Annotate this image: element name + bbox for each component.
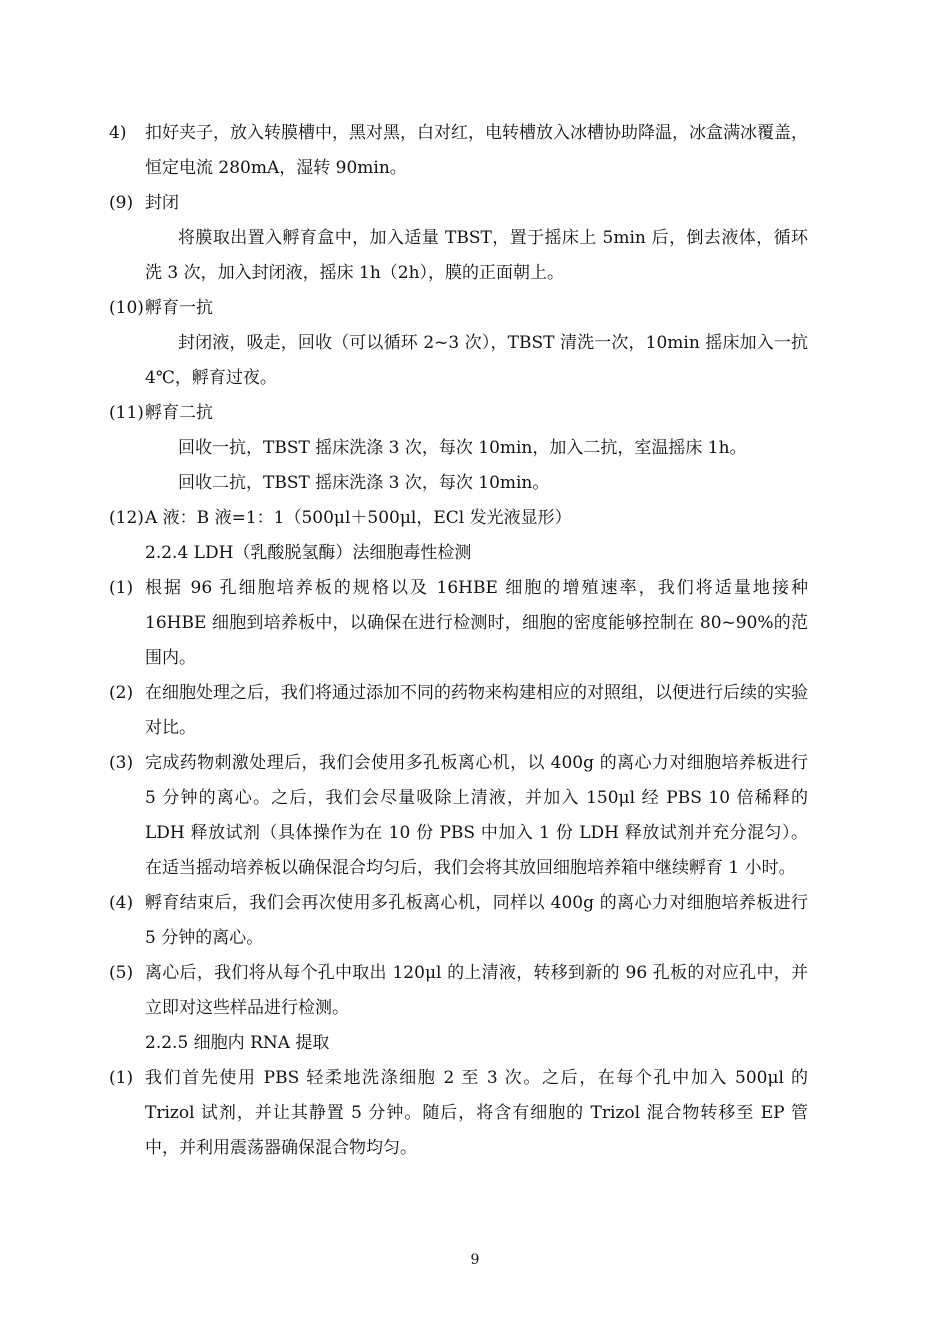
list-number: 4) [109, 123, 127, 143]
list-number: (4) [109, 893, 134, 913]
list-item-primary-antibody [109, 291, 808, 326]
list-text: 孵育结束后，我们会再次使用多孔板离心机，同样以 400g 的离心力对细胞培养板进行 5 分钟的离心。 [145, 893, 808, 948]
list-text: 离心后，我们将从每个孔中取出 120μl 的上清液，转移到新的 96 孔板的对应孔中，并立即对这些样品进行检测。 [145, 963, 808, 1018]
paragraph-blocking: 将膜取出置入孵育盒中，加入适量 TBST，置于摇床上 5min 后，倒去液体，循环洗 3 次，加入封闭液，摇床 1h（2h），膜的正面朝上。 [145, 228, 808, 283]
list-number: (10) [109, 298, 144, 318]
section-heading-ldh: 2.2.4 LDH（乳酸脱氢酶）法细胞毒性检测 [145, 543, 472, 563]
page-number: 9 [470, 1252, 480, 1268]
paragraph-recover-primary: 回收一抗，TBST 摇床洗涤 3 次，每次 10min，加入二抗，室温摇床 1h。 [178, 438, 747, 458]
list-number: (9) [109, 193, 134, 213]
paragraph-recover-secondary: 回收二抗，TBST 摇床洗涤 3 次，每次 10min。 [178, 473, 550, 493]
list-text: 我们首先使用 PBS 轻柔地洗涤细胞 2 至 3 次。之后，在每个孔中加入 500μl 的 Trizol 试剂，并让其静置 5 分钟。随后，将含有细胞的 Trizol 混合物转移至 EP 管中，并利用震荡器确保混合物均匀。 [145, 1068, 808, 1158]
list-number: (11) [109, 403, 144, 423]
section-heading-rna: 2.2.5 细胞内 RNA 提取 [145, 1033, 330, 1053]
list-item-ldh-2 [109, 676, 808, 746]
list-text: A 液：B 液=1：1（500μl＋500μl，ECl 发光液显形） [145, 508, 572, 528]
list-number: (3) [109, 753, 134, 773]
list-text: 孵育二抗 [145, 403, 213, 423]
list-item-ldh-4 [109, 886, 808, 956]
list-number: (5) [109, 963, 134, 983]
list-item-ldh-1 [109, 571, 808, 676]
list-text: 完成药物刺激处理后，我们会使用多孔板离心机，以 400g 的离心力对细胞培养板进行 5 分钟的离心。之后，我们会尽量吸除上清液，并加入 150μl 经 PBS 10 倍稀释的 LDH 释放试剂（具体操作为在 10 份 PBS 中加入 1 份 LDH 释放试剂并充分混匀）。在适当摇动培养板以确保混合均匀后，我们会将其放回细胞培养箱中继续孵育 1 小时。 [145, 753, 808, 878]
list-item-secondary-antibody [109, 396, 808, 431]
list-text: 扣好夹子，放入转膜槽中，黑对黑，白对红，电转槽放入冰槽协助降温，冰盒满冰覆盖，恒定电流 280mA，湿转 90min。 [145, 123, 808, 178]
list-item-blocking [109, 186, 808, 221]
list-number: (2) [109, 683, 134, 703]
list-item-rna-1 [109, 1061, 808, 1166]
list-number: (12) [109, 508, 144, 528]
list-text: 根据 96 孔细胞培养板的规格以及 16HBE 细胞的增殖速率，我们将适量地接种 16HBE 细胞到培养板中，以确保在进行检测时，细胞的密度能够控制在 80~90%的范围内。 [145, 578, 808, 668]
list-item-ldh-5 [109, 956, 808, 1026]
list-item-ldh-3 [109, 746, 808, 886]
list-item-wet-transfer [109, 116, 808, 186]
list-text: 孵育一抗 [145, 298, 213, 318]
list-text: 在细胞处理之后，我们将通过添加不同的药物来构建相应的对照组，以便进行后续的实验对比。 [145, 683, 808, 738]
list-number: (1) [109, 1068, 134, 1088]
page-body [0, 116, 950, 1166]
list-item-ecl [109, 501, 808, 536]
list-number: (1) [109, 578, 134, 598]
paragraph-primary-antibody: 封闭液，吸走，回收（可以循环 2~3 次），TBST 清洗一次，10min 摇床加入一抗 4℃，孵育过夜。 [145, 333, 808, 388]
list-text: 封闭 [145, 193, 179, 213]
